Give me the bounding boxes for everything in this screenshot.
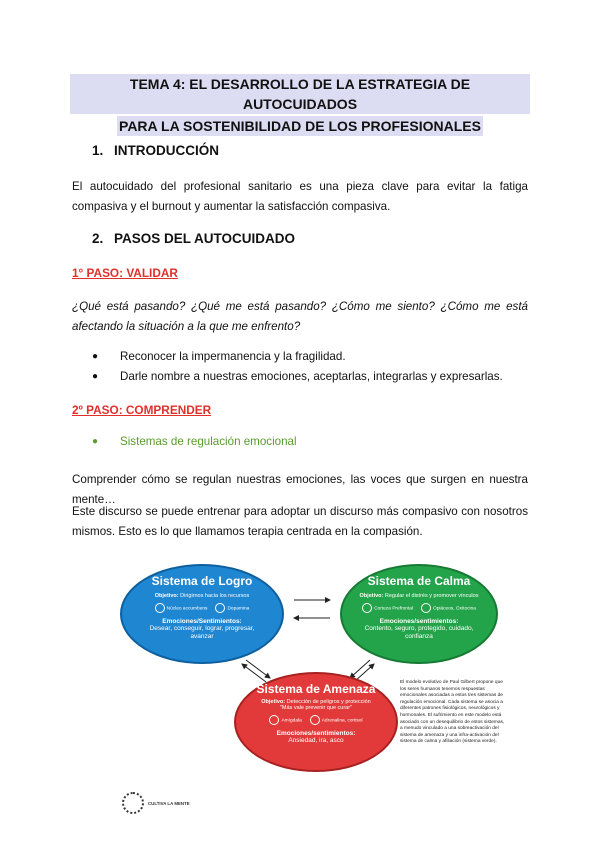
flask-icon — [421, 603, 431, 613]
brain-icon-label: Corteza Prefrontal — [362, 603, 413, 613]
list-item — [92, 367, 503, 387]
brain-icon — [155, 603, 165, 613]
sistema-calma-emo: Contento, seguro, protegido, cuidado, confianza — [364, 625, 474, 640]
sistema-amenaza-title: Sistema de Amenaza — [256, 682, 376, 696]
hormone-icon-label: Opiáceos, Oxitocina — [421, 603, 476, 613]
section-label: INTRODUCCIÓN — [114, 143, 219, 158]
step-1-heading: 1° PASO: VALIDAR — [72, 266, 178, 280]
step-2-text-2: Este discurso se puede entrenar para adoptar un discurso más compasivo con nosotros mismos. Esto es lo que llamamos terapia centrada en la compasión. — [72, 505, 528, 538]
section-heading-intro — [92, 143, 219, 158]
section-number: 2. — [92, 231, 104, 246]
brain-icon-label: Amígdala — [269, 715, 301, 725]
arrow-calma-amenaza — [350, 660, 370, 678]
brain-icon-label: Núcleo accumbens — [155, 603, 208, 613]
flask-icon — [310, 715, 320, 725]
sistema-amenaza-quote: "Más vale prevenir que curar" — [279, 705, 353, 711]
list-item — [92, 347, 503, 367]
section-number: 1. — [92, 143, 104, 158]
sistema-amenaza-icons — [236, 715, 396, 725]
diagram-note: El modelo evolutivo de Paul Gilbert propone que los seres humanos tenemos respuestas emocionales asociadas a estos tres sistemas de regulación emocional. Cada sistema se asocia a diferentes patrones fisiológicos, neurológicos y hormonales. El sufrimiento en este modelo está asociado con un desequilibrio de estos sistemas, a menudo vinculado a una sobreactivación del sistema de amenaza y una infra-activación del sistema de calma y afiliación (sistema verde). — [400, 680, 505, 745]
sistema-logro-icons — [122, 603, 282, 613]
cultiva-logo — [122, 792, 190, 814]
sistema-amenaza-emo: Ansiedad, ira, asco — [288, 737, 344, 744]
hormone-icon-label: Dopamina — [215, 603, 249, 613]
sistema-logro-objective: Objetivo: Dirigirnos hacia los recursos — [154, 593, 250, 599]
list-item-text: Reconocer la impermanencia y la fragilidad. — [120, 350, 346, 363]
sistema-amenaza-emo-title: Emociones/sentimientos: — [276, 730, 356, 737]
section-heading-pasos — [92, 231, 295, 246]
brain-icon — [362, 603, 372, 613]
sistema-calma-objective: Objetivo: Regular el distrés y promover vínculos — [359, 593, 479, 599]
bullet-icon: ● — [92, 351, 99, 362]
step-1-bullet-list — [92, 347, 503, 387]
title-line-1: TEMA 4: EL DESARROLLO DE LA ESTRATEGIA DE AUTOCUIDADOS — [70, 74, 530, 114]
bullet-icon: ● — [92, 436, 99, 447]
step-2-bullet — [92, 432, 297, 452]
logo-text: CULTIVA LA MENTE — [148, 800, 190, 806]
list-item-text: Darle nombre a nuestras emociones, aceptarlas, integrarlas y expresarlas. — [120, 370, 503, 383]
step-1-question: ¿Qué está pasando? ¿Qué me está pasando? ¿Cómo me siento? ¿Cómo me está afectando la situación a la que me enfrento? — [72, 300, 528, 333]
sistema-logro-title: Sistema de Logro — [151, 574, 253, 588]
sistema-calma-icons — [342, 603, 496, 613]
sistema-logro — [120, 564, 284, 664]
arrow-amenaza-logro — [242, 664, 266, 682]
sistema-amenaza-objective: Objetivo: Detección de peligros y protección "Más vale prevenir que curar" — [261, 699, 371, 711]
sistema-calma-emo-title: Emociones/sentimientos: — [379, 618, 459, 625]
step-2-heading: 2º PASO: COMPRENDER — [72, 403, 212, 417]
sistema-logro-emo: Desear, conseguir, lograr, progresar, avanzar — [149, 625, 255, 640]
hormone-icon-label: Adrenalina, cortisol — [310, 715, 363, 725]
section-label: PASOS DEL AUTOCUIDADO — [114, 231, 296, 246]
list-item — [92, 432, 297, 452]
document-title — [70, 74, 530, 136]
arrow-logro-amenaza — [246, 660, 270, 678]
intro-paragraph: El autocuidado del profesional sanitario es una pieza clave para evitar la fatiga compasiva y el burnout y aumentar la satisfacción compasiva. — [72, 180, 528, 213]
list-item-text: Sistemas de regulación emocional — [120, 435, 297, 448]
title-line-2: PARA LA SOSTENIBILIDAD DE LOS PROFESIONALES — [119, 118, 481, 134]
sistema-calma — [340, 564, 498, 664]
sistema-logro-emo-title: Emociones/Sentimientos: — [162, 618, 242, 625]
step-2-text-1: Comprender cómo se regulan nuestras emociones, las voces que surgen en nuestra mente… — [72, 473, 528, 506]
sistema-amenaza — [234, 672, 398, 772]
flask-icon — [215, 603, 225, 613]
sistema-calma-title: Sistema de Calma — [367, 574, 471, 588]
brain-icon — [269, 715, 279, 725]
bullet-icon: ● — [92, 371, 99, 382]
logo-mandala-icon — [122, 792, 144, 814]
emotion-regulation-diagram — [118, 560, 506, 820]
